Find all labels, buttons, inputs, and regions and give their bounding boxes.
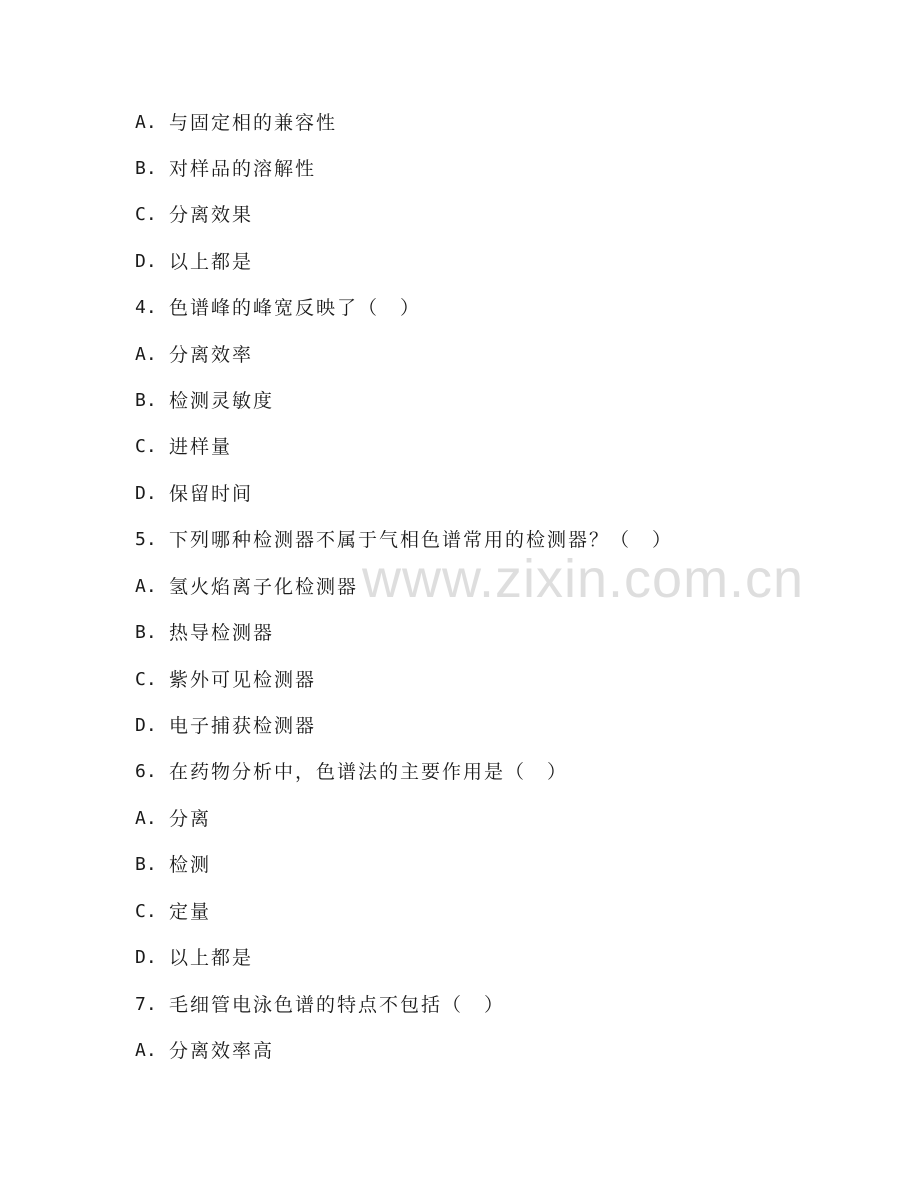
option-label: D. (135, 715, 157, 736)
option-line (135, 665, 316, 695)
option-line (135, 711, 316, 741)
option-label: A. (135, 1040, 157, 1061)
question-number: 5. (135, 529, 157, 550)
option-line (135, 1036, 274, 1066)
option-label: B. (135, 854, 157, 875)
option-label: D. (135, 483, 157, 504)
option-label: A. (135, 344, 157, 365)
option-text: 检测灵敏度 (169, 390, 275, 412)
option-line (135, 572, 358, 602)
option-line (135, 386, 274, 416)
option-line (135, 108, 337, 138)
option-text: 分离效率高 (169, 1040, 275, 1062)
option-line (135, 154, 316, 184)
option-text: 进样量 (169, 436, 233, 458)
option-text: 电子捕获检测器 (169, 715, 317, 737)
option-label: A. (135, 112, 157, 133)
option-line (135, 618, 274, 648)
option-line (135, 247, 253, 277)
option-label: C. (135, 901, 157, 922)
option-text: 保留时间 (169, 483, 254, 505)
option-line (135, 340, 253, 370)
option-label: B. (135, 390, 157, 411)
option-label: D. (135, 947, 157, 968)
option-line (135, 897, 211, 927)
option-label: A. (135, 576, 157, 597)
option-line (135, 432, 232, 462)
option-label: D. (135, 251, 157, 272)
option-label: B. (135, 158, 157, 179)
question-text: 在药物分析中，色谱法的主要作用是（ ） (169, 761, 569, 783)
question-text: 色谱峰的峰宽反映了（ ） (169, 297, 422, 319)
option-text: 分离效果 (169, 204, 254, 226)
question-number: 4. (135, 297, 157, 318)
option-text: 检测 (169, 854, 212, 876)
option-label: C. (135, 204, 157, 225)
option-label: A. (135, 808, 157, 829)
question-text: 毛细管电泳色谱的特点不包括（ ） (169, 994, 506, 1016)
option-label: B. (135, 622, 157, 643)
option-label: C. (135, 669, 157, 690)
option-text: 以上都是 (169, 947, 254, 969)
watermark: www.zixin.com.cn (362, 549, 805, 609)
option-text: 分离效率 (169, 344, 254, 366)
option-line (135, 850, 211, 880)
option-line (135, 200, 253, 230)
question-text: 下列哪种检测器不属于气相色谱常用的检测器？（ ） (169, 529, 674, 551)
question-number: 6. (135, 761, 157, 782)
option-line (135, 804, 211, 834)
option-text: 氢火焰离子化检测器 (169, 576, 359, 598)
option-text: 对样品的溶解性 (169, 158, 317, 180)
question-line (135, 757, 568, 787)
option-label: C. (135, 436, 157, 457)
question-line (135, 293, 421, 323)
option-text: 分离 (169, 808, 212, 830)
question-number: 7. (135, 994, 157, 1015)
option-text: 以上都是 (169, 251, 254, 273)
option-text: 与固定相的兼容性 (169, 112, 338, 134)
question-line (135, 990, 505, 1020)
option-text: 热导检测器 (169, 622, 275, 644)
option-text: 定量 (169, 901, 212, 923)
option-text: 紫外可见检测器 (169, 669, 317, 691)
option-line (135, 479, 253, 509)
option-line (135, 943, 253, 973)
